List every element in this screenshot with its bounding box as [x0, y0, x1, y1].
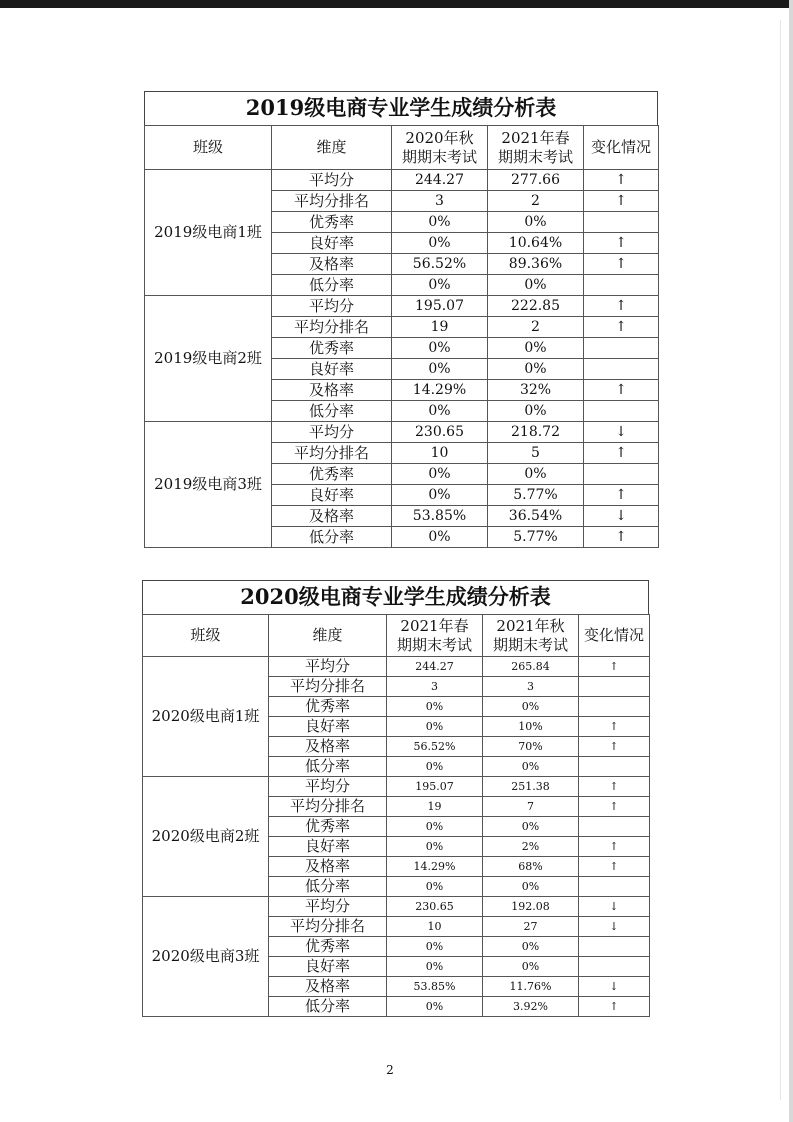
change-arrow-cell: ↑ [584, 254, 659, 275]
change-arrow-cell: ↑ [579, 777, 650, 797]
change-arrow-cell: ↑ [584, 296, 659, 317]
change-arrow-cell: ↓ [584, 506, 659, 527]
change-arrow-cell: ↑ [579, 737, 650, 757]
term1-value-cell: 230.65 [392, 422, 488, 443]
dimension-cell: 优秀率 [269, 697, 387, 717]
term1-value-cell: 0% [387, 877, 483, 897]
header-term1: 2020年秋期期末考试 [392, 126, 488, 170]
term2-value-cell: 36.54% [488, 506, 584, 527]
term1-value-cell: 10 [392, 443, 488, 464]
change-arrow-cell: ↑ [584, 170, 659, 191]
term1-value-cell: 19 [392, 317, 488, 338]
change-arrow-cell [584, 338, 659, 359]
term1-value-cell: 14.29% [392, 380, 488, 401]
change-arrow-cell: ↑ [584, 443, 659, 464]
term2-value-cell: 265.84 [483, 657, 579, 677]
dimension-cell: 平均分 [269, 657, 387, 677]
term2-value-cell: 0% [483, 757, 579, 777]
class-name-cell: 2020级电商2班 [143, 777, 269, 897]
scan-edge-top [0, 0, 793, 8]
dimension-cell: 平均分排名 [272, 317, 392, 338]
change-arrow-cell: ↑ [584, 191, 659, 212]
change-arrow-cell [584, 359, 659, 380]
dimension-cell: 平均分 [269, 897, 387, 917]
term1-value-cell: 244.27 [392, 170, 488, 191]
dimension-cell: 平均分 [272, 422, 392, 443]
page-number: 2 [386, 1063, 394, 1077]
term2-value-cell: 192.08 [483, 897, 579, 917]
class-name-cell: 2019级电商1班 [145, 170, 272, 296]
change-arrow-cell [584, 464, 659, 485]
change-arrow-cell: ↑ [579, 797, 650, 817]
scan-edge-line [780, 20, 781, 1100]
term1-value-cell: 0% [392, 464, 488, 485]
table-row [143, 897, 650, 917]
term1-value-cell: 53.85% [387, 977, 483, 997]
term2-value-cell: 3 [483, 677, 579, 697]
dimension-cell: 良好率 [269, 837, 387, 857]
term1-value-cell: 56.52% [387, 737, 483, 757]
change-arrow-cell [579, 697, 650, 717]
table-title: 2019级电商专业学生成绩分析表 [144, 91, 658, 125]
term2-value-cell: 0% [488, 338, 584, 359]
term2-value-cell: 68% [483, 857, 579, 877]
change-arrow-cell [579, 757, 650, 777]
term2-value-cell: 10.64% [488, 233, 584, 254]
term1-value-cell: 230.65 [387, 897, 483, 917]
table-row [143, 777, 650, 797]
dimension-cell: 及格率 [269, 737, 387, 757]
header-change: 变化情况 [579, 615, 650, 657]
term1-value-cell: 0% [392, 233, 488, 254]
class-name-cell: 2020级电商3班 [143, 897, 269, 1017]
term2-value-cell: 0% [483, 957, 579, 977]
dimension-cell: 低分率 [272, 275, 392, 296]
term1-value-cell: 0% [387, 817, 483, 837]
term2-value-cell: 27 [483, 917, 579, 937]
term2-value-cell: 5 [488, 443, 584, 464]
term1-value-cell: 0% [392, 338, 488, 359]
class-name-cell: 2020级电商1班 [143, 657, 269, 777]
term1-value-cell: 0% [387, 837, 483, 857]
dimension-cell: 优秀率 [272, 212, 392, 233]
dimension-cell: 平均分排名 [272, 443, 392, 464]
change-arrow-cell: ↑ [584, 527, 659, 548]
term1-value-cell: 0% [392, 212, 488, 233]
term1-value-cell: 0% [387, 717, 483, 737]
table-row [143, 657, 650, 677]
term2-value-cell: 11.76% [483, 977, 579, 997]
header-class: 班级 [145, 126, 272, 170]
dimension-cell: 平均分排名 [269, 797, 387, 817]
dimension-cell: 良好率 [272, 359, 392, 380]
change-arrow-cell [584, 275, 659, 296]
term2-value-cell: 0% [488, 401, 584, 422]
header-dimension: 维度 [272, 126, 392, 170]
change-arrow-cell: ↓ [579, 917, 650, 937]
change-arrow-cell: ↑ [584, 317, 659, 338]
term2-value-cell: 70% [483, 737, 579, 757]
dimension-cell: 低分率 [269, 757, 387, 777]
term2-value-cell: 0% [488, 464, 584, 485]
term1-value-cell: 0% [387, 697, 483, 717]
change-arrow-cell [579, 817, 650, 837]
term2-value-cell: 0% [483, 937, 579, 957]
dimension-cell: 良好率 [272, 485, 392, 506]
scan-edge-right [789, 0, 793, 1122]
term1-value-cell: 0% [392, 485, 488, 506]
dimension-cell: 平均分 [272, 296, 392, 317]
table-row [145, 170, 659, 191]
term2-value-cell: 0% [483, 877, 579, 897]
term2-value-cell: 0% [488, 359, 584, 380]
dimension-cell: 及格率 [269, 977, 387, 997]
term2-value-cell: 2 [488, 191, 584, 212]
dimension-cell: 低分率 [269, 877, 387, 897]
table-row [145, 296, 659, 317]
term2-value-cell: 0% [488, 212, 584, 233]
dimension-cell: 平均分排名 [269, 917, 387, 937]
class-name-cell: 2019级电商3班 [145, 422, 272, 548]
dimension-cell: 及格率 [272, 380, 392, 401]
term1-value-cell: 0% [387, 937, 483, 957]
dimension-cell: 及格率 [272, 254, 392, 275]
dimension-cell: 及格率 [272, 506, 392, 527]
change-arrow-cell [579, 877, 650, 897]
dimension-cell: 优秀率 [269, 817, 387, 837]
term1-value-cell: 10 [387, 917, 483, 937]
term1-value-cell: 0% [392, 401, 488, 422]
dimension-cell: 平均分排名 [269, 677, 387, 697]
change-arrow-cell: ↑ [579, 717, 650, 737]
dimension-cell: 良好率 [269, 717, 387, 737]
term2-value-cell: 7 [483, 797, 579, 817]
dimension-cell: 低分率 [272, 527, 392, 548]
term2-value-cell: 251.38 [483, 777, 579, 797]
change-arrow-cell [584, 212, 659, 233]
term2-value-cell: 89.36% [488, 254, 584, 275]
change-arrow-cell: ↑ [579, 837, 650, 857]
change-arrow-cell: ↑ [579, 657, 650, 677]
term1-value-cell: 56.52% [392, 254, 488, 275]
change-arrow-cell [579, 937, 650, 957]
class-name-cell: 2019级电商2班 [145, 296, 272, 422]
term2-value-cell: 2 [488, 317, 584, 338]
score-table-2019 [144, 91, 658, 548]
change-arrow-cell [579, 677, 650, 697]
header-row [143, 615, 650, 657]
score-table-2020 [142, 580, 649, 1017]
term2-value-cell: 3.92% [483, 997, 579, 1017]
dimension-cell: 及格率 [269, 857, 387, 877]
term2-value-cell: 5.77% [488, 485, 584, 506]
table-title: 2020级电商专业学生成绩分析表 [142, 580, 649, 614]
header-term2: 2021年秋期期末考试 [483, 615, 579, 657]
change-arrow-cell [584, 401, 659, 422]
term2-value-cell: 10% [483, 717, 579, 737]
term2-value-cell: 2% [483, 837, 579, 857]
change-arrow-cell: ↓ [579, 897, 650, 917]
dimension-cell: 平均分 [272, 170, 392, 191]
header-term2: 2021年春期期末考试 [488, 126, 584, 170]
term2-value-cell: 0% [483, 697, 579, 717]
term2-value-cell: 32% [488, 380, 584, 401]
dimension-cell: 优秀率 [272, 338, 392, 359]
dimension-cell: 平均分 [269, 777, 387, 797]
term1-value-cell: 53.85% [392, 506, 488, 527]
change-arrow-cell: ↑ [584, 380, 659, 401]
change-arrow-cell: ↑ [584, 233, 659, 254]
header-term1: 2021年春期期末考试 [387, 615, 483, 657]
dimension-cell: 良好率 [269, 957, 387, 977]
term1-value-cell: 0% [392, 359, 488, 380]
term1-value-cell: 0% [392, 527, 488, 548]
header-change: 变化情况 [584, 126, 659, 170]
term1-value-cell: 3 [387, 677, 483, 697]
score-grid [142, 614, 650, 1017]
term1-value-cell: 195.07 [387, 777, 483, 797]
term2-value-cell: 222.85 [488, 296, 584, 317]
change-arrow-cell: ↑ [579, 997, 650, 1017]
term1-value-cell: 0% [387, 757, 483, 777]
change-arrow-cell [579, 957, 650, 977]
table-row [145, 422, 659, 443]
term1-value-cell: 0% [387, 997, 483, 1017]
header-class: 班级 [143, 615, 269, 657]
term2-value-cell: 218.72 [488, 422, 584, 443]
dimension-cell: 低分率 [272, 401, 392, 422]
score-grid [144, 125, 659, 548]
dimension-cell: 优秀率 [272, 464, 392, 485]
dimension-cell: 优秀率 [269, 937, 387, 957]
change-arrow-cell: ↓ [579, 977, 650, 997]
term1-value-cell: 19 [387, 797, 483, 817]
change-arrow-cell: ↓ [584, 422, 659, 443]
change-arrow-cell: ↑ [579, 857, 650, 877]
term1-value-cell: 0% [392, 275, 488, 296]
dimension-cell: 平均分排名 [272, 191, 392, 212]
term1-value-cell: 244.27 [387, 657, 483, 677]
term1-value-cell: 14.29% [387, 857, 483, 877]
header-row [145, 126, 659, 170]
term2-value-cell: 5.77% [488, 527, 584, 548]
header-dimension: 维度 [269, 615, 387, 657]
term2-value-cell: 277.66 [488, 170, 584, 191]
dimension-cell: 良好率 [272, 233, 392, 254]
term1-value-cell: 3 [392, 191, 488, 212]
term2-value-cell: 0% [488, 275, 584, 296]
term1-value-cell: 0% [387, 957, 483, 977]
term1-value-cell: 195.07 [392, 296, 488, 317]
term2-value-cell: 0% [483, 817, 579, 837]
dimension-cell: 低分率 [269, 997, 387, 1017]
change-arrow-cell: ↑ [584, 485, 659, 506]
